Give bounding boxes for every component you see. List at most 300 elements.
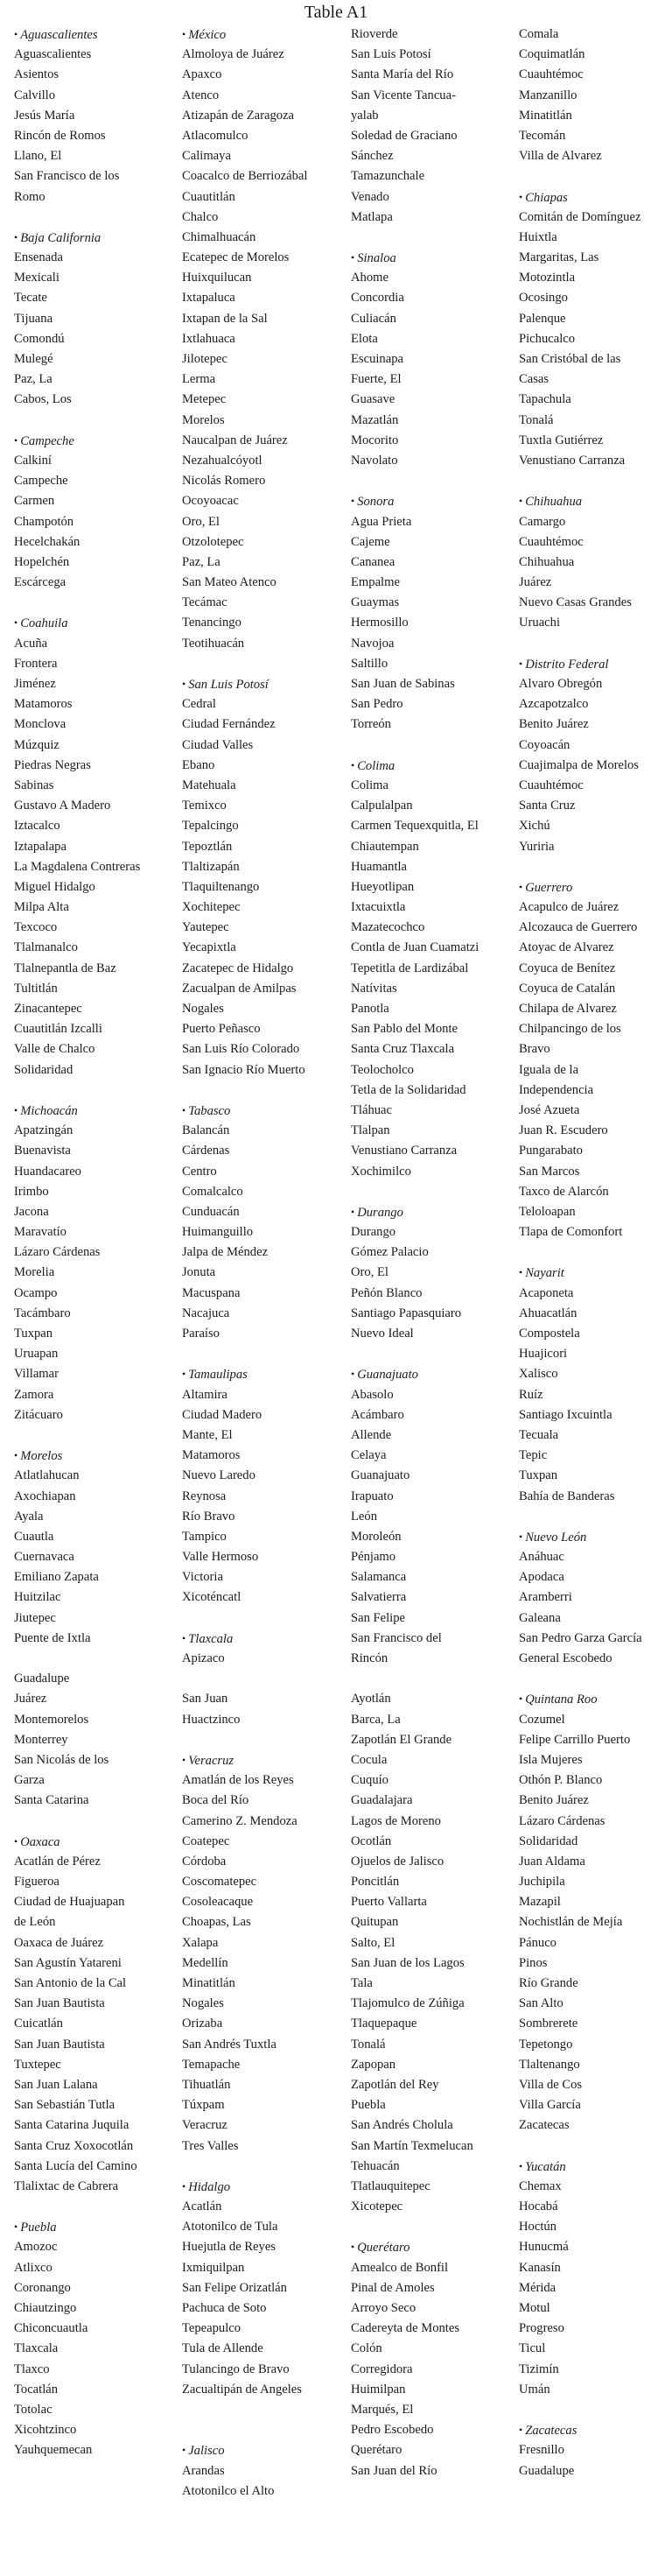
state-heading-label: México — [188, 28, 227, 42]
municipality-entry: Culiacán — [351, 311, 396, 326]
state-heading-label: Oaxaca — [20, 1834, 60, 1849]
municipality-entry: Gustavo A Madero — [14, 799, 111, 813]
municipality-entry: Comalcalco — [182, 1184, 243, 1199]
municipality-entry: Chiautzingo — [14, 2301, 77, 2315]
municipality-entry: Santa Catarina — [14, 1793, 89, 1808]
municipality-entry: Ocoyoacac — [182, 494, 239, 509]
municipality-entry: Panotla — [351, 1002, 389, 1016]
bullet-icon: • — [519, 657, 523, 670]
state-heading-label: Puebla — [20, 2221, 57, 2235]
municipality-entry: Lerma — [182, 372, 216, 387]
bullet-icon: • — [182, 678, 186, 690]
municipality-entry: Yautepec — [182, 920, 229, 935]
state-heading-label: Baja California — [20, 230, 102, 245]
municipality-entry: Villa García — [519, 2098, 581, 2113]
municipality-entry: Natívitas — [351, 981, 397, 996]
spacer — [182, 1344, 352, 1364]
municipality-entry: Agua Prieta — [351, 514, 412, 529]
column-4 — [519, 25, 672, 2481]
bullet-icon: • — [351, 2241, 355, 2254]
spacer — [14, 1649, 184, 1669]
spacer — [519, 1242, 672, 1263]
municipality-entry: Hecelchakán — [14, 534, 80, 549]
spacer — [14, 208, 184, 228]
bullet-icon: • — [519, 1530, 523, 1543]
municipality-entry: Apizaco — [182, 1651, 225, 1665]
municipality-entry: Ecatepec de Morelos — [182, 250, 290, 265]
municipality-entry: Tepoztlán — [182, 839, 233, 854]
municipality-entry: Cunduacán — [182, 1204, 240, 1219]
municipality-entry: Chiconcuautla — [14, 2321, 88, 2336]
municipality-entry: Xicoténcatl — [182, 1590, 242, 1605]
municipality-entry: Cuauhtémoc — [519, 67, 584, 82]
municipality-entry: Torreón — [351, 717, 391, 732]
bullet-icon: • — [519, 1266, 523, 1279]
municipality-entry: Minatitlán — [519, 108, 572, 123]
municipality-entry: Juchipila — [519, 1875, 565, 1890]
state-heading-label: Hidalgo — [188, 2179, 231, 2194]
municipality-entry: San Francisco del — [351, 1630, 442, 1645]
municipality-entry: Barca, La — [351, 1712, 401, 1727]
state-heading — [519, 2157, 672, 2177]
state-heading-label: Tlaxcala — [188, 1631, 234, 1646]
bullet-icon: • — [14, 28, 18, 40]
municipality-entry: Tlaquiltenango — [182, 879, 260, 894]
state-heading — [182, 1750, 352, 1770]
municipality-entry: Figueroa — [14, 1875, 60, 1890]
municipality-entry: Othón P. Blanco — [519, 1773, 603, 1788]
bullet-icon: • — [519, 880, 523, 893]
municipality-entry: Tuxtla Gutiérrez — [519, 433, 604, 447]
municipality-entry: Coquimatlán — [519, 47, 585, 62]
column-3 — [351, 25, 521, 2481]
municipality-entry: San Felipe Orizatlán — [182, 2280, 287, 2295]
spacer — [351, 2217, 521, 2237]
municipality-entry: Camargo — [519, 514, 566, 529]
municipality-entry: Buenavista — [14, 1144, 71, 1158]
municipality-entry: Tecámac — [182, 595, 228, 610]
municipality-entry: San Felipe — [351, 1610, 406, 1625]
municipality-entry: Juárez — [14, 1692, 47, 1707]
municipality-entry: Solidaridad — [14, 1062, 74, 1077]
municipality-entry: San Francisco de los — [14, 169, 120, 184]
municipality-entry: Chilapa de Alvarez — [519, 1002, 617, 1016]
municipality-entry: Santa Cruz Tlaxcala — [351, 1042, 455, 1057]
municipality-entry: Campeche — [14, 474, 68, 489]
state-heading — [14, 1446, 184, 1466]
municipality-entry: Santa Cruz Xoxocotlán — [14, 2138, 134, 2153]
bullet-icon: • — [519, 190, 523, 203]
municipality-entry: Ixtapaluca — [182, 291, 235, 306]
municipality-entry: Santa Catarina Juquila — [14, 2118, 130, 2133]
municipality-entry: Piedras Negras — [14, 757, 91, 772]
municipality-entry: Nacajuca — [182, 1306, 230, 1320]
municipality-entry: Emiliano Zapata — [14, 1570, 99, 1585]
municipality-entry: Puerto Vallarta — [351, 1895, 427, 1910]
municipality-entry: Choapas, Las — [182, 1915, 251, 1930]
bullet-icon: • — [519, 495, 523, 508]
state-heading — [14, 228, 184, 248]
municipality-entry: Pachuca de Soto — [182, 2301, 267, 2315]
state-heading-label: Michoacán — [20, 1103, 78, 1118]
municipality-entry: Carmen — [14, 494, 55, 509]
municipality-entry: Ocotlán — [351, 1833, 392, 1848]
municipality-entry: Jesús María — [14, 108, 75, 123]
municipality-entry: Oaxaca de Juárez — [14, 1935, 104, 1950]
municipality-entry: Pungarabato — [519, 1144, 583, 1158]
municipality-entry: San Pedro Garza García — [519, 1630, 642, 1645]
municipality-entry: Xalisco — [519, 1367, 558, 1382]
municipality-entry: Coyoacán — [519, 737, 570, 752]
municipality-entry: Lázaro Cárdenas — [519, 1813, 606, 1828]
municipality-entry: San Andrés Tuxtla — [182, 2037, 276, 2052]
municipality-entry: Ayala — [14, 1509, 44, 1524]
municipality-entry: Ebano — [182, 757, 215, 772]
municipality-entry: Tuxpan — [519, 1468, 558, 1483]
spacer — [519, 471, 672, 491]
municipality-entry: Tepeapulco — [182, 2321, 242, 2336]
state-heading-label: Nayarit — [525, 1266, 564, 1281]
municipality-entry: San Juan Lalana — [14, 2077, 98, 2092]
municipality-entry: Llano, El — [14, 149, 62, 164]
state-heading — [182, 2440, 352, 2460]
municipality-entry: San Andrés Cholula — [351, 2118, 453, 2133]
state-heading — [519, 1527, 672, 1547]
municipality-entry: Azcapotzalco — [519, 697, 589, 712]
municipality-entry: Cuajimalpa de Morelos — [519, 757, 639, 772]
municipality-entry: Cuauhtémoc — [519, 534, 584, 549]
spacer — [182, 2420, 352, 2440]
municipality-entry: Poncitlán — [351, 1875, 400, 1890]
municipality-entry: Atlacomulco — [182, 128, 248, 143]
municipality-entry: Huamantla — [351, 859, 408, 874]
municipality-entry: Chalco — [182, 209, 219, 224]
municipality-entry: Mante, El — [182, 1427, 233, 1442]
bullet-icon: • — [351, 758, 355, 771]
state-heading — [351, 2237, 521, 2257]
municipality-entry: Lázaro Cárdenas — [14, 1245, 101, 1260]
spacer — [351, 471, 521, 491]
municipality-entry: Tapachula — [519, 392, 571, 407]
municipality-entry: Coatepec — [182, 1833, 230, 1848]
state-heading-label: Campeche — [20, 433, 74, 448]
spacer — [14, 1080, 184, 1101]
municipality-entry: Axochiapan — [14, 1489, 76, 1503]
municipality-entry: Rincón de Romos — [14, 128, 106, 143]
municipality-entry: Casas — [519, 372, 550, 387]
municipality-entry: Cuquío — [351, 1773, 388, 1788]
municipality-entry: Tonalá — [519, 412, 554, 427]
municipality-entry: Zapopan — [351, 2057, 396, 2072]
municipality-entry: Medellín — [182, 1955, 228, 1970]
municipality-entry: Tepic — [519, 1448, 548, 1463]
municipality-entry: Asientos — [14, 67, 60, 82]
municipality-entry: Elota — [351, 331, 378, 346]
municipality-entry: Zacatecas — [519, 2118, 570, 2133]
municipality-entry: Múzquiz — [14, 737, 60, 752]
municipality-entry: Huejutla de Reyes — [182, 2240, 276, 2255]
municipality-entry: Paraíso — [182, 1327, 220, 1341]
municipality-entry: Valle Hermoso — [182, 1550, 259, 1565]
municipality-entry: Cuautitlán Izcalli — [14, 1022, 102, 1037]
bullet-icon: • — [14, 1103, 18, 1116]
municipality-entry: Reynosa — [182, 1489, 227, 1503]
municipality-entry: Iguala de la — [519, 1062, 579, 1077]
municipality-entry: Mazapil — [519, 1895, 561, 1910]
municipality-entry: Tala — [351, 1976, 373, 1990]
municipality-entry: San Pablo del Monte — [351, 1022, 458, 1037]
state-heading-label: Morelos — [20, 1449, 63, 1464]
municipality-entry: Tláhuac — [351, 1102, 392, 1117]
municipality-entry: Huactzinco — [182, 1712, 241, 1727]
municipality-entry: Querétaro — [351, 2443, 402, 2458]
municipality-entry: Rincón — [351, 1651, 388, 1665]
municipality-entry: Independencia — [519, 1082, 594, 1097]
municipality-entry: Durango — [351, 1225, 396, 1240]
spacer — [519, 1507, 672, 1527]
state-heading-label: Tamaulipas — [188, 1368, 248, 1383]
bullet-icon: • — [14, 1449, 18, 1462]
state-heading — [519, 654, 672, 674]
municipality-entry: Nogales — [182, 1002, 224, 1016]
municipality-entry: Paz, La — [14, 372, 52, 387]
municipality-entry: San Sebastián Tutla — [14, 2098, 116, 2113]
municipality-entry: Hueyotlipan — [351, 879, 415, 894]
municipality-entry: Oro, El — [182, 514, 220, 529]
municipality-entry: Pinos — [519, 1955, 548, 1970]
municipality-entry: Camerino Z. Mendoza — [182, 1813, 298, 1828]
municipality-entry: yalab — [351, 108, 379, 123]
municipality-entry: Colima — [351, 778, 388, 792]
municipality-entry: Kanasín — [519, 2260, 561, 2275]
municipality-entry: Progreso — [519, 2321, 564, 2336]
municipality-entry: Salamanca — [351, 1570, 407, 1585]
municipality-entry: Zamora — [14, 1387, 54, 1402]
municipality-entry: Monterrey — [14, 1732, 68, 1747]
municipality-entry: Tuxtepec — [14, 2057, 61, 2072]
municipality-entry: San Ignacio Río Muerto — [182, 1062, 305, 1077]
municipality-entry: Navojoa — [351, 636, 395, 651]
municipality-entry: Fuerte, El — [351, 372, 402, 387]
municipality-entry: Juan R. Escudero — [519, 1123, 608, 1138]
municipality-entry: Calimaya — [182, 149, 231, 164]
municipality-entry: Manzanillo — [519, 88, 578, 102]
municipality-entry: Irapuato — [351, 1489, 394, 1503]
municipality-entry: Rioverde — [351, 27, 398, 41]
spacer — [351, 735, 521, 756]
municipality-entry: Guanajuato — [351, 1468, 410, 1483]
municipality-entry: Apatzingán — [14, 1123, 74, 1138]
municipality-entry: Orizaba — [182, 2016, 223, 2031]
municipality-entry: Arroyo Seco — [351, 2301, 416, 2315]
municipality-entry: Margaritas, Las — [519, 250, 599, 265]
municipality-entry: Ixtacuixtla — [351, 900, 406, 915]
municipality-entry: Escárcega — [14, 575, 66, 590]
municipality-entry: Tlalmanalco — [14, 940, 78, 955]
state-heading — [519, 1263, 672, 1283]
municipality-entry: Tlalnepantla de Baz — [14, 961, 116, 975]
state-heading — [182, 2177, 352, 2197]
municipality-entry: Guadalupe — [519, 2463, 575, 2478]
municipality-entry: Villa de Cos — [519, 2077, 583, 2092]
state-heading — [182, 25, 352, 45]
municipality-entry: Apodaca — [519, 1570, 564, 1585]
municipality-entry: Soledad de Graciano — [351, 128, 458, 143]
municipality-entry: Tlalpan — [351, 1123, 390, 1138]
municipality-entry: Cozumel — [519, 1712, 565, 1727]
municipality-entry: Huixtla — [519, 229, 557, 244]
municipality-entry: Ixtapan de la Sal — [182, 311, 268, 326]
bullet-icon: • — [14, 433, 18, 447]
municipality-entry: Ensenada — [14, 250, 63, 265]
municipality-entry: Santa Cruz — [519, 799, 576, 813]
municipality-entry: Xochitepec — [182, 900, 241, 915]
municipality-entry: León — [351, 1509, 377, 1524]
municipality-entry: Tampico — [182, 1529, 227, 1544]
municipality-entry: Tecate — [14, 291, 47, 306]
municipality-entry: Pinal de Amoles — [351, 2280, 435, 2295]
municipality-entry: San Vicente Tancua- — [351, 88, 456, 102]
municipality-entry: Naucalpan de Juárez — [182, 433, 288, 447]
bullet-icon: • — [14, 230, 18, 243]
municipality-entry: Xochimilco — [351, 1164, 411, 1179]
municipality-entry: Ahuacatlán — [519, 1306, 578, 1320]
municipality-entry: Umán — [519, 2382, 550, 2397]
municipality-entry: Río Grande — [519, 1976, 578, 1990]
spacer — [351, 1182, 521, 1202]
municipality-entry: Xicohtzinco — [14, 2423, 77, 2438]
municipality-entry: Guadalupe — [14, 1672, 70, 1686]
state-heading — [519, 1689, 672, 1709]
municipality-entry: Totolac — [14, 2402, 52, 2417]
municipality-entry: Veracruz — [182, 2118, 228, 2133]
municipality-entry: Tlapa de Comonfort — [519, 1225, 623, 1240]
state-heading — [519, 491, 672, 511]
municipality-entry: Contla de Juan Cuamatzi — [351, 940, 480, 955]
municipality-entry: San Juan del Río — [351, 2463, 438, 2478]
municipality-entry: Huitzilac — [14, 1590, 61, 1605]
municipality-entry: Bravo — [519, 1042, 550, 1057]
municipality-entry: Tihuatlán — [182, 2077, 231, 2092]
municipality-entry: de León — [14, 1915, 56, 1930]
municipality-entry: Tenancingo — [182, 616, 242, 630]
spacer — [182, 1730, 352, 1750]
municipality-entry: Tula de Allende — [182, 2341, 263, 2356]
spacer — [14, 1812, 184, 1832]
municipality-entry: Peñón Blanco — [351, 1285, 423, 1300]
spacer — [182, 2157, 352, 2177]
municipality-entry: Tlalixtac de Cabrera — [14, 2178, 119, 2193]
municipality-entry: Pedro Escobedo — [351, 2423, 434, 2438]
municipality-entry: Aguascalientes — [14, 47, 92, 62]
municipality-entry: Villamar — [14, 1367, 59, 1382]
spacer — [519, 857, 672, 877]
municipality-entry: Mazatlán — [351, 412, 399, 427]
municipality-entry: Tulancingo de Bravo — [182, 2361, 290, 2376]
municipality-entry: Comala — [519, 27, 559, 41]
municipality-entry: Macuspana — [182, 1285, 241, 1300]
municipality-entry: San Cristóbal de las — [519, 352, 621, 366]
municipality-entry: Colón — [351, 2341, 382, 2356]
state-heading — [519, 187, 672, 208]
state-heading-label: Guerrero — [525, 880, 573, 895]
municipality-entry: Túxpam — [182, 2098, 225, 2113]
column-1 — [14, 25, 184, 2461]
municipality-entry: Tlaltizapán — [182, 859, 240, 874]
municipality-entry: Atlatlahucan — [14, 1468, 80, 1483]
municipality-entry: Ciudad de Huajuapan — [14, 1895, 125, 1910]
municipality-entry: Comondú — [14, 331, 65, 346]
municipality-entry: Celaya — [351, 1448, 387, 1463]
municipality-entry: Atlixco — [14, 2260, 52, 2275]
municipality-entry: Tetla de la Solidaridad — [351, 1082, 466, 1097]
municipality-entry: Tlaltenango — [519, 2057, 580, 2072]
spacer — [14, 411, 184, 431]
municipality-entry: Puente de Ixtla — [14, 1630, 91, 1645]
municipality-entry: Acatlán — [182, 2199, 222, 2214]
municipality-entry: Acaponeta — [519, 1285, 574, 1300]
municipality-entry: Nicolás Romero — [182, 474, 266, 489]
municipality-entry: Atenco — [182, 88, 220, 102]
municipality-entry: Guasave — [351, 392, 396, 407]
municipality-entry: Champotón — [14, 514, 74, 529]
municipality-entry: Tres Valles — [182, 2138, 239, 2153]
municipality-entry: Monclova — [14, 717, 66, 732]
municipality-entry: Tecomán — [519, 128, 566, 143]
municipality-entry: Cuernavaca — [14, 1550, 74, 1565]
municipality-entry: Huixquilucan — [182, 271, 252, 285]
municipality-entry: Nuevo Casas Grandes — [519, 595, 632, 610]
municipality-entry: Irimbo — [14, 1184, 49, 1199]
state-heading — [351, 491, 521, 511]
municipality-entry: Mazatecochco — [351, 920, 425, 935]
spacer — [519, 166, 672, 187]
municipality-entry: Huajicori — [519, 1347, 568, 1362]
municipality-entry: Miguel Hidalgo — [14, 879, 95, 894]
municipality-entry: Santiago Papasquiaro — [351, 1306, 462, 1320]
municipality-entry: Cocula — [351, 1752, 388, 1767]
municipality-entry: Lagos de Moreno — [351, 1813, 441, 1828]
municipality-entry: Guaymas — [351, 595, 400, 610]
municipality-entry: Matlapa — [351, 209, 393, 224]
state-heading — [14, 1832, 184, 1852]
municipality-entry: Chimalhuacán — [182, 229, 256, 244]
municipality-entry: Tepetitla de Lardizábal — [351, 961, 469, 975]
state-heading — [14, 613, 184, 633]
municipality-entry: Tlajomulco de Zúñiga — [351, 1996, 465, 2011]
municipality-entry: Tlaxco — [14, 2361, 50, 2376]
municipality-entry: Matamoros — [182, 1448, 241, 1463]
municipality-entry: Boca del Río — [182, 1793, 249, 1808]
municipality-entry: San Juan Bautista — [14, 2037, 105, 2052]
municipality-entry: Cosoleacaque — [182, 1895, 254, 1910]
municipality-entry: Cárdenas — [182, 1144, 230, 1158]
municipality-entry: Zapotlán del Rey — [351, 2077, 439, 2092]
spacer — [519, 2400, 672, 2420]
state-heading — [182, 1101, 352, 1121]
spacer — [14, 593, 184, 613]
municipality-entry: Tacámbaro — [14, 1306, 71, 1320]
municipality-entry: Carmen Tequexquitla, El — [351, 819, 479, 834]
municipality-entry: San Mateo Atenco — [182, 575, 276, 590]
municipality-entry: Huimanguillo — [182, 1225, 254, 1240]
state-heading-label: Distrito Federal — [525, 657, 609, 672]
municipality-entry: Ocampo — [14, 1285, 58, 1300]
municipality-entry: Cuautla — [14, 1529, 54, 1544]
municipality-entry: Coscomatepec — [182, 1875, 257, 1890]
municipality-entry: Otzolotepec — [182, 534, 244, 549]
state-heading — [351, 248, 521, 268]
